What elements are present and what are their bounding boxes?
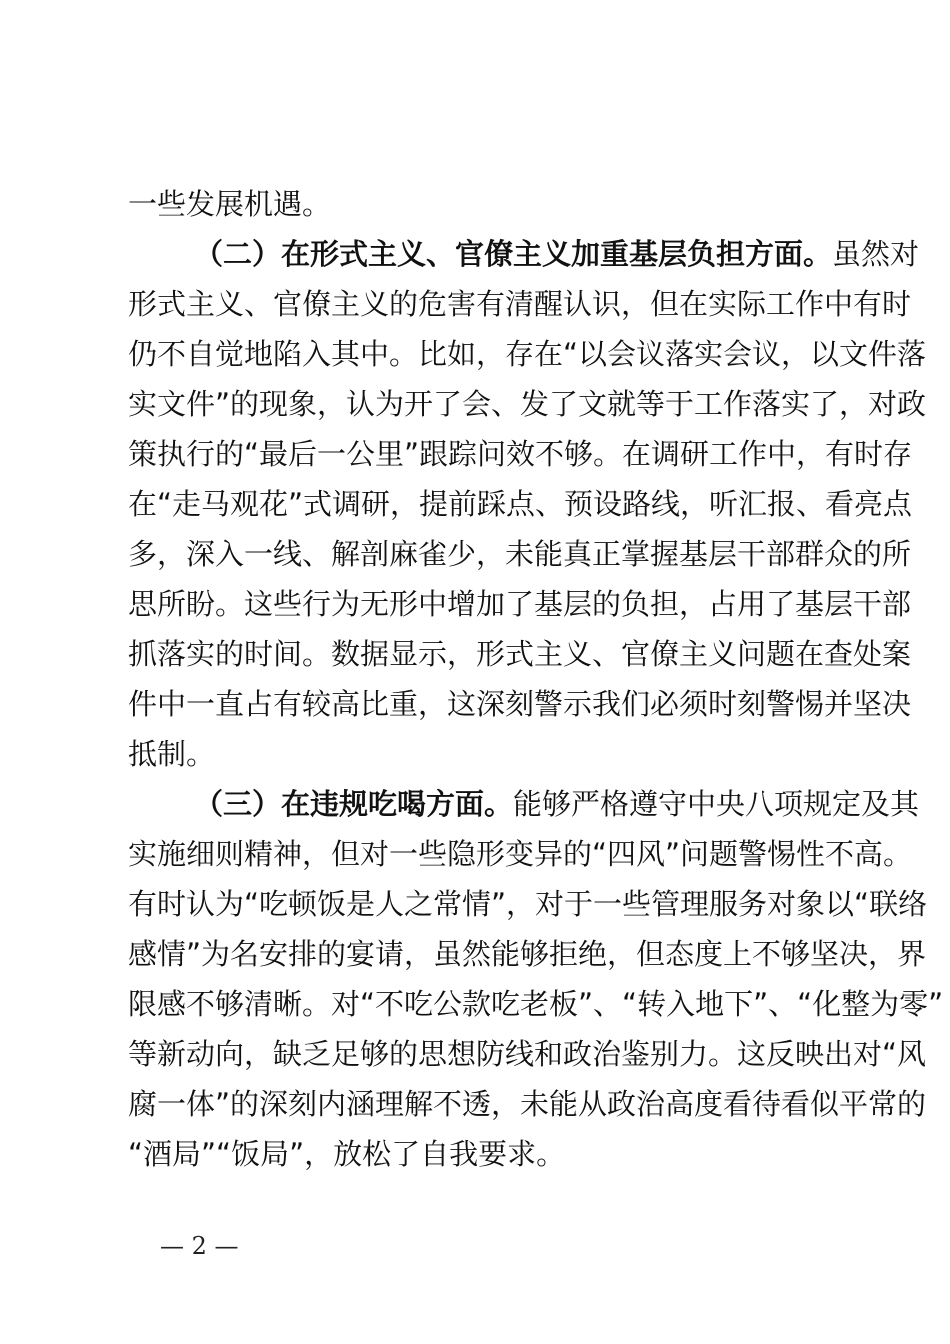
section-2-heading: （二）在形式主义、官僚主义加重基层负担方面。 [194,237,833,271]
body-line: 限感不够清晰。对“不吃公款吃老板”、“转入地下”、“化整为零” [128,987,944,1021]
body-line: 腐一体”的深刻内涵理解不透，未能从政治高度看待看似平常的 [128,1087,927,1121]
section-2-first-line [194,236,920,272]
body-line: 思所盼。这些行为无形中增加了基层的负担，占用了基层干部 [128,587,912,621]
body-line: 件中一直占有较高比重，这深刻警示我们必须时刻警惕并坚决 [128,687,912,721]
body-line: 抵制。 [128,737,216,771]
body-line: “酒局”“饭局”，放松了自我要求。 [128,1137,566,1171]
body-line: 实施细则精神，但对一些隐形变异的“四风”问题警惕性不高。 [128,837,913,871]
page-number: — 2 — [160,1232,239,1260]
body-line: 等新动向，缺乏足够的思想防线和政治鉴别力。这反映出对“风 [128,1037,927,1071]
body-line: 形式主义、官僚主义的危害有清醒认识，但在实际工作中有时 [128,287,912,321]
body-line: 抓落实的时间。数据显示，形式主义、官僚主义问题在查处案 [128,637,912,671]
body-line: 实文件”的现象，认为开了会、发了文就等于工作落实了，对政 [128,387,927,421]
body-line: 多，深入一线、解剖麻雀少，未能真正掌握基层干部群众的所 [128,537,912,571]
section-3-text: 能够严格遵守中央八项规定及其 [513,787,920,821]
section-3-first-line [194,786,920,822]
section-3-heading: （三）在违规吃喝方面。 [194,787,514,821]
body-line: 在“走马观花”式调研，提前踩点、预设路线，听汇报、看亮点 [128,487,913,521]
body-line: 策执行的“最后一公里”跟踪问效不够。在调研工作中，有时存 [128,437,913,471]
body-line: 有时认为“吃顿饭是人之常情”，对于一些管理服务对象以“联络 [128,887,928,921]
paragraph-1-tail: 一些发展机遇。 [128,187,332,221]
section-2-text: 虽然对 [832,237,920,271]
body-line: 仍不自觉地陷入其中。比如，存在“以会议落实会议，以文件落 [128,337,927,371]
body-line: 感情”为名安排的宴请，虽然能够拒绝，但态度上不够坚决，界 [128,937,927,971]
